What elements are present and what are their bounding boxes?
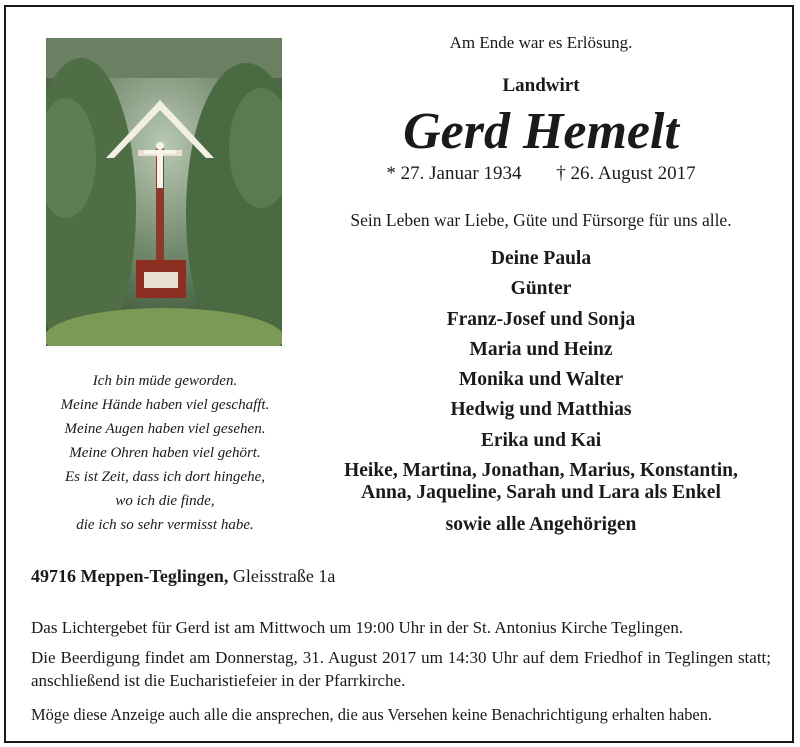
family-member: Franz-Josef und Sonja — [446, 308, 636, 330]
tribute: Sein Leben war Liebe, Güte und Fürsorge für uns alle. — [350, 210, 732, 230]
poem — [20, 369, 310, 537]
family-member: Monika und Walter — [458, 369, 624, 391]
wayside-cross-photo — [46, 38, 282, 346]
family-member: Deine Paula — [490, 248, 592, 269]
occupation: Landwirt — [502, 75, 580, 96]
wayside-cross-image — [46, 38, 282, 346]
poem-line: Ich bin müde geworden. — [92, 373, 238, 389]
death-date: † 26. August 2017 — [556, 163, 696, 184]
notice-prayer: Das Lichtergebet für Gerd ist am Mittwoch um 19:00 Uhr in der St. Antonius Kirche Teglingen. — [31, 618, 684, 637]
birth-date: * 27. Januar 1934 — [386, 163, 522, 184]
family-member: Maria und Heinz — [469, 338, 613, 360]
family-list — [314, 244, 768, 540]
address-city: 49716 Meppen-Teglingen, — [31, 566, 229, 586]
grandchildren-line: Anna, Jaqueline, Sarah und Lara als Enkel — [361, 482, 721, 504]
poem-line: Es ist Zeit, dass ich dort hingehe, — [65, 469, 265, 485]
notice-closing: Möge diese Anzeige auch alle die ansprechen, die aus Versehen keine Benachrichtigung erhalten haben. — [31, 705, 713, 724]
poem-line: die ich so sehr vermisst habe. — [76, 517, 254, 533]
motto: Am Ende war es Erlösung. — [449, 33, 633, 52]
grandchildren-line: Heike, Martina, Jonathan, Marius, Konstantin, — [344, 460, 738, 482]
address-street: Gleisstraße 1a — [232, 566, 336, 586]
poem-line: Meine Hände haben viel geschafft. — [60, 397, 270, 413]
family-member: Günter — [510, 278, 572, 300]
poem-line: wo ich die finde, — [115, 493, 215, 509]
poem-line: Meine Augen haben viel gesehen. — [64, 421, 266, 437]
grandchildren — [314, 456, 768, 510]
deceased-name: Gerd Hemelt — [403, 103, 679, 160]
address — [31, 566, 335, 587]
family-closing: sowie alle Angehörigen — [445, 514, 637, 536]
life-dates — [314, 163, 768, 185]
poem-line: Meine Ohren haben viel gehört. — [69, 445, 261, 461]
notice-funeral: Die Beerdigung findet am Donnerstag, 31. August 2017 um 14:30 Uhr auf dem Friedhof in Teglingen statt; anschließend ist die Eucharistiefeier in der Pfarrkirche. — [31, 648, 771, 690]
family-member: Hedwig und Matthias — [450, 399, 632, 421]
family-member: Erika und Kai — [480, 429, 602, 451]
